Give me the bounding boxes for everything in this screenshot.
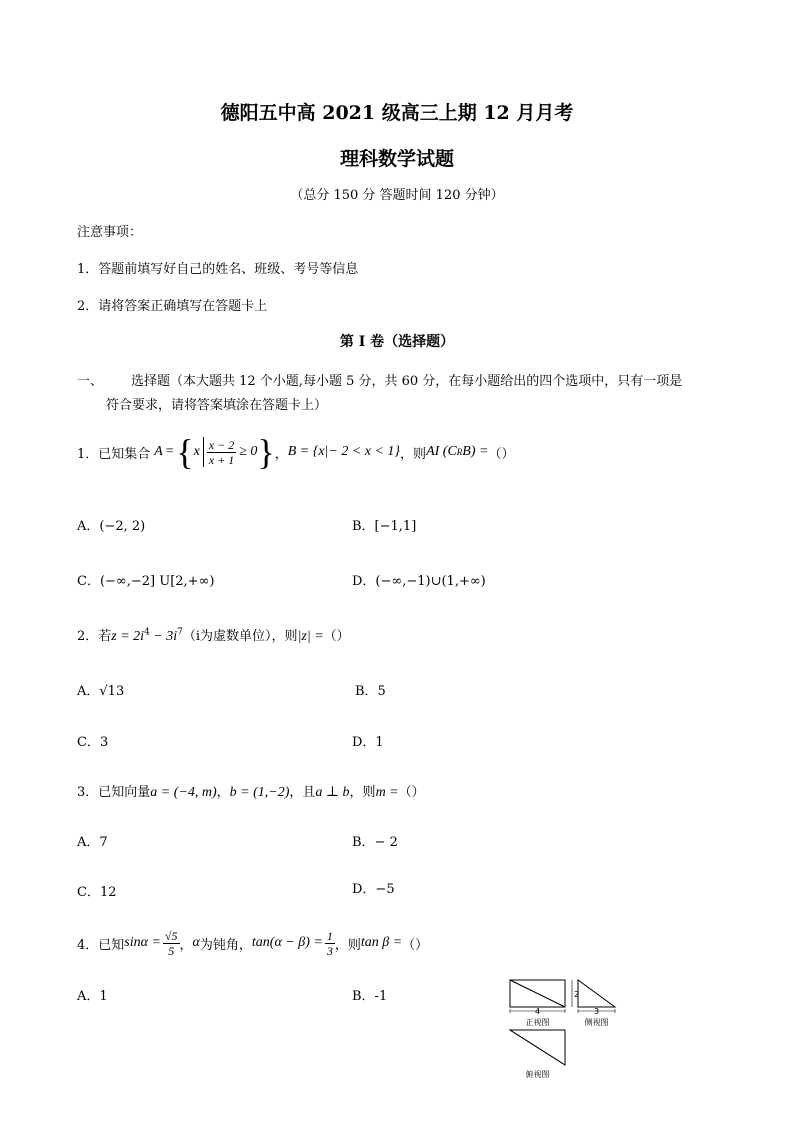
q1-sep: ，	[274, 446, 288, 462]
q4-sin-den: 5	[168, 943, 175, 958]
exam-info: （总分 150 分 答题时间 120 分钟）	[290, 188, 504, 203]
q3-option-d: D．−5	[352, 882, 395, 897]
q4-alpha: α	[192, 935, 200, 950]
q4-option-a: A．1	[77, 989, 108, 1004]
q3-option-c: C．12	[77, 885, 117, 900]
q4-obtuse: 为钝角，	[199, 937, 252, 953]
q3-option-a: A．7	[77, 835, 108, 850]
q1-frac-den: x + 1	[208, 452, 235, 467]
q3-prefix: 3．已知向量	[77, 785, 151, 800]
q4-sin-expr: sinα =	[124, 935, 161, 950]
dim-side: 3	[593, 1007, 600, 1016]
q4-blank: （）	[402, 937, 429, 953]
q4-tan-num: 1	[326, 928, 333, 943]
q4-target: tan β =	[360, 935, 403, 950]
q1-expr-sub: R	[456, 447, 463, 457]
q3-option-b: B．− 2	[352, 835, 398, 850]
note-item-2: 2．请将答案正确填写在答题卡上	[77, 299, 268, 314]
q3-cond-text: ，且	[289, 785, 316, 800]
label-side-view: 侧视图	[584, 1018, 609, 1027]
question-4	[77, 924, 428, 962]
q1-expr: AI (C	[426, 444, 457, 459]
part-instructions-line1: 选择题（本大题共 12 个小题,每小题 5 分，共 60 分，在每小题给出的四个选项中，只有一项是	[131, 374, 683, 389]
q3-perp: a ⊥ b	[315, 785, 350, 800]
question-3	[77, 781, 425, 801]
label-top-view: 俯视图	[525, 1070, 550, 1079]
q4-prefix: 4．已知	[77, 937, 125, 953]
label-front-view: 正视图	[525, 1018, 550, 1027]
q1-set-a-cond: ≥ 0	[239, 444, 258, 459]
q4-sin-fraction	[163, 929, 180, 958]
q2-note: （i为虚数单位），则	[182, 629, 298, 644]
top-view	[510, 1030, 565, 1065]
q4-tan-expr: tan(α − β) =	[251, 935, 323, 950]
q4-tan-den: 3	[326, 943, 333, 958]
q1-blank: （）	[488, 446, 515, 462]
q4-sin-num: √5	[164, 928, 178, 943]
section-title: 第 I 卷（选择题）	[339, 334, 455, 350]
q1-option-b: B．[−1,1]	[352, 519, 417, 534]
q1-right-brace: }	[257, 432, 275, 472]
q2-expr: z = 2i	[111, 629, 145, 644]
dim-height: 2	[574, 990, 580, 999]
question-1: 1．已知集合 A = { x $\frac{x - 2}{x + 1}$ ≥ 0 } ， B = {x|− 2 < x < 1} ，则 AI (C R B) = （）	[77, 432, 515, 472]
q1-expr-end: B) =	[462, 444, 489, 459]
q3-sep: ，	[216, 785, 230, 800]
part-instructions-line2: 符合要求，请将答案填涂在答题卡上）	[106, 398, 328, 413]
q3-var: m =	[375, 785, 399, 800]
q1-set-a-name: A	[154, 444, 163, 459]
q2-option-b: B．5	[355, 684, 386, 699]
q2-mid: − 3i	[149, 629, 178, 644]
notes-heading: 注意事项：	[77, 225, 143, 240]
q1-fraction	[207, 438, 236, 467]
q4-then: ，则	[334, 937, 361, 953]
exam-title: 德阳五中高 2021 级高三上期 12 月月考	[220, 102, 574, 124]
q3-then: ，则	[349, 785, 376, 800]
q1-option-a: A．(−2, 2)	[77, 519, 146, 534]
q2-option-d: D．1	[352, 735, 384, 750]
q2-prefix: 2．若	[77, 629, 112, 644]
q2-option-a: A．√13	[77, 684, 125, 699]
q1-set-b: B = {x|− 2 < x < 1}	[287, 444, 401, 459]
note-item-1: 1．答题前填写好自己的姓名、班级、考号等信息	[77, 262, 359, 277]
q1-suffix: ，则	[400, 446, 427, 462]
q2-option-c: C．3	[77, 735, 109, 750]
three-view-figure	[500, 975, 650, 1085]
q2-exp1: 4	[144, 627, 150, 638]
q4-mid: ，	[179, 937, 193, 953]
exam-subtitle: 理科数学试题	[339, 148, 454, 170]
dim-width: 4	[534, 1007, 541, 1016]
q3-vec-b: b = (1,−2)	[229, 785, 290, 800]
q1-set-a-var: x	[193, 444, 200, 459]
q1-prefix: 1．已知集合	[77, 446, 151, 462]
q1-set-bar	[203, 437, 204, 467]
q1-option-d: D．(−∞,−1)∪(1,+∞)	[352, 574, 486, 589]
q1-frac-num: x − 2	[208, 437, 235, 452]
part-label: 一、	[77, 374, 104, 389]
q4-option-b: B．-1	[352, 989, 388, 1004]
q4-tan-fraction	[325, 929, 335, 958]
q3-blank: （）	[398, 785, 425, 800]
q3-vec-a: a = (−4, m)	[150, 785, 217, 800]
q2-blank: （）	[323, 629, 350, 644]
q1-option-c: C．(−∞,−2] U[2,+∞)	[77, 574, 215, 589]
q2-exp2: 7	[177, 627, 183, 638]
q2-abs: |z| =	[297, 629, 324, 644]
question-2	[77, 625, 350, 645]
q1-left-brace: {	[176, 432, 194, 472]
